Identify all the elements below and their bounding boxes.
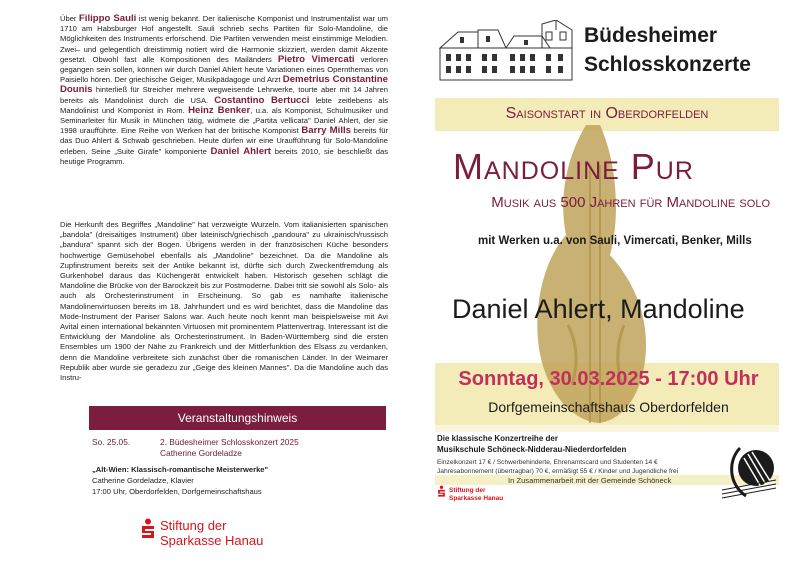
intro-text-segment: hinterließ für Streicher mehrere wegweisende Lehrwerke, tourte aber mit 14 Jahren bereits als Mandolinist durch die USA. bbox=[60, 85, 388, 105]
castle-illustration bbox=[438, 20, 574, 82]
event-hint-header: Veranstaltungshinweis bbox=[89, 406, 386, 430]
price-info bbox=[437, 458, 678, 476]
event-performer: Catherine Gordeladze, Klavier bbox=[92, 476, 194, 485]
composer-name: Filippo Sauli bbox=[78, 13, 137, 24]
composer-name: Daniel Ahlert bbox=[210, 145, 271, 157]
intro-text-segment: lebte zeitlebens als Mandolinist und Komponist in Rom. bbox=[60, 95, 389, 115]
intro-text-segment: bereits 2010, sie beschließt das heutige Programm. bbox=[60, 146, 388, 166]
series-title-line1: Büdesheimer bbox=[584, 24, 718, 47]
composer-name: Costantino Bertucci bbox=[214, 94, 310, 106]
works-line: mit Werken u.a. von Sauli, Vimercati, Benker, Mills bbox=[478, 235, 752, 247]
event-title bbox=[160, 437, 299, 459]
intro-text-segment: ist wenig bekannt. Der italienische Komponist und Instrumentalist war um 1710 am Habsburger Hof angestellt. Sauli schrieb sechs Partiten für Solo-Mandoline, die Möglichkeiten des Instruments erforschend. Die Partiten verwenden meist einstimmige Melodien. Zwei– und gelegentlich dreistimmig notiert wird die Harmonie skizziert, werden damit Akzente gesetzt. Obwohl fast alle Kompositionen des Mailänders bbox=[60, 14, 388, 64]
sparkasse-logo-small-icon bbox=[437, 485, 446, 498]
headline: Mandoline Pur bbox=[453, 146, 694, 187]
intro-text-segment: Über bbox=[60, 14, 79, 23]
composer-name: Barry Mills bbox=[301, 125, 351, 137]
sparkasse-logo-small-text bbox=[449, 487, 503, 503]
sparkasse-logo-text bbox=[160, 518, 263, 548]
price-line2: Jahresabonnement (übertragbar) 70 €, ermäßigt 55 € / Kinder und Jugendliche frei bbox=[437, 468, 679, 475]
composer-name: Heinz Benker bbox=[188, 104, 251, 116]
composer-name: Demetrius Constantine Dounis bbox=[60, 74, 388, 96]
sparkasse-small-line1: Stiftung der bbox=[449, 487, 486, 494]
history-paragraph: Die Herkunft des Begriffes „Mandoline" hat verzweigte Wurzeln. Vom italianisierten spanischen „bandola" (dreisaitiges Instrument) über lateinisch/griechisch „pandoura" zu ukrainisch/russisch „bandura" spannt sich der Bogen. Übrigens werden in der französischen Küche besonders hochwertige Gemüsehobel ebenfalls als „Mandoline" bezeichnet. Da die Mandoline als Zupfinstrument bereits seit der Antike bekannt ist, dürfte sich durch Zweckentfremdung als Gurkenhobel daraus das Küchengerät entwickelt haben. Historisch gesehen schlägt die Mandoline die Brücke von der Barockzeit bis zur Postmoderne. Dabei tritt sie sowohl als Solo- als auch als Orchesterinstrument in Erscheinung. So gab es namhafte italienische Mandolinenvirtuosen bereits im 18. Jahrhundert und es wird berichtet, dass die Mandoline das Mode-Instrument der Pariser Salons war. Auch heute noch kennt man beispielsweise mit Avi Avital einen international bekannten Virtuosen mit prominentem Plattenvertrag. Interessant ist die Entwicklung der Mandoline als Orchesterinstrument. In Baden-Württemberg sind die ersten Ensembles um 1900 der Nähe zu Frankreich und der Mittlerfunktion des Elsass zu verdanken, denn die Mandoline verbreitete sich zunächst über die romanischen Länder. In der Weimarer Republik aber wurde sie geradezu zur „Geige des kleinen Mannes". Da die Mandoline auch das Instru- bbox=[60, 220, 388, 383]
event-program: „Alt-Wien: Klassisch-romantische Meisterwerke" bbox=[92, 465, 269, 474]
intro-paragraph bbox=[60, 14, 388, 167]
intro-text-segment: bereits für das Duo Ahlert & Schwab geschrieben. Heute dürfen wir eine Uraufführung für Solo-Mandoline erleben. Seine „Suite Girafe" komponierte bbox=[60, 126, 388, 156]
concert-venue: Dorfgemeinschaftshaus Oberdorfelden bbox=[488, 399, 729, 415]
composer-name: Pietro Vimercati bbox=[277, 53, 355, 65]
series-title-line2: Schlosskonzerte bbox=[584, 53, 751, 76]
event-time-place: 17:00 Uhr, Oberdorfelden, Dorfgemeinschaftshaus bbox=[92, 487, 262, 496]
sparkasse-line2: Sparkasse Hanau bbox=[160, 533, 264, 548]
intro-text-segment: , u.a. als Komponist, Schulmusiker und Seminarleiter für Musik in München tätig, widmete die „Partita vellicata" Daniel Ahlert, der sie 1998 uraufführte. Eine Reihe von Werken hat der britische Komponist bbox=[60, 105, 388, 136]
band-strip bbox=[435, 425, 779, 432]
sparkasse-small-line2: Sparkasse Hanau bbox=[449, 495, 504, 502]
season-start: Saisonstart in Oberdorfelden bbox=[505, 105, 709, 122]
cooperation-note: In Zusammenarbeit mit der Gemeinde Schöneck bbox=[508, 476, 672, 485]
subheadline: Musik aus 500 Jahren für Mandoline solo bbox=[491, 194, 770, 211]
sparkasse-line1: Stiftung der bbox=[160, 518, 227, 533]
concert-date-time: Sonntag, 30.03.2025 - 17:00 Uhr bbox=[458, 368, 759, 390]
event-title-line2: Catherine Gordeladze bbox=[160, 448, 242, 458]
event-title-line1: 2. Büdesheimer Schlosskonzert 2025 bbox=[160, 437, 299, 447]
series-info-line1: Die klassische Konzertreihe der bbox=[437, 434, 558, 443]
artist-line: Daniel Ahlert, Mandoline bbox=[452, 294, 745, 324]
intro-text-segment: verloren gegangen sein sollen, können wir durch Daniel Ahlert heute Variationen eines Opernthemas von Paisiello hören. Der griechische Geiger, Musikpädagoge und Arzt bbox=[60, 54, 389, 85]
price-line1: Einzelkonzert 17 € / Schwerbehinderte, Ehrenamtscard und Studenten 14 € bbox=[437, 459, 658, 466]
sparkasse-logo-icon bbox=[140, 518, 156, 540]
event-date: So. 25.05. bbox=[92, 437, 131, 447]
music-school-logo-icon bbox=[720, 440, 778, 500]
series-info-line2: Musikschule Schöneck-Nidderau-Niederdorfelden bbox=[437, 445, 627, 454]
series-info bbox=[437, 433, 626, 455]
